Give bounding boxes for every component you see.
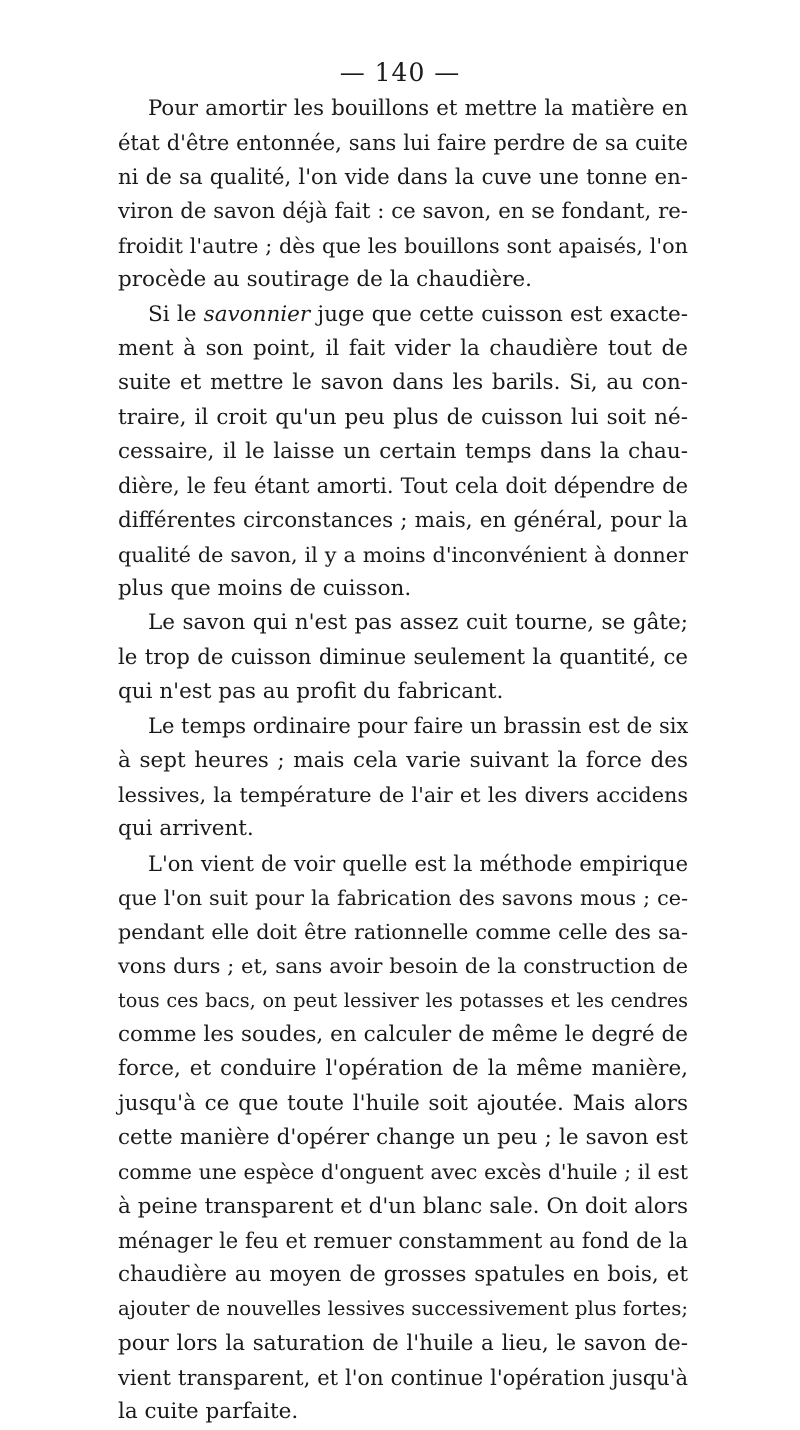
line-text: pour lors la saturation de l'huile a lieu, le savon de- <box>118 1330 688 1356</box>
text-line <box>118 195 688 229</box>
line-text: chaudière au moyen de grosses spatules en bois, et <box>118 1262 688 1288</box>
line-text: lessives, la température de l'air et les divers accidens <box>118 782 688 807</box>
text-line <box>118 949 688 983</box>
text-line <box>118 1121 688 1155</box>
line-text: pendant elle doit être rationnelle comme celle des sa- <box>118 920 688 945</box>
body-text <box>118 92 688 1430</box>
line-text: que l'on suit pour la fabrication des savons mous ; ce- <box>118 885 688 910</box>
line-text: qui n'est pas au profit du fabricant. <box>118 679 504 705</box>
text-line <box>118 606 688 640</box>
line-text: procède au soutirage de la chaudière. <box>118 267 532 293</box>
text-line <box>118 641 688 675</box>
line-text: ment à son point, il fait vider la chaudière tout de <box>118 336 688 362</box>
line-text: cessaire, il le laisse un certain temps dans la chau- <box>118 438 688 464</box>
text-line <box>118 1395 688 1429</box>
line-text: L'on vient de voir quelle est la méthode empirique <box>148 851 688 876</box>
text-line <box>118 504 688 538</box>
text-line <box>118 1087 688 1121</box>
line-text: Le temps ordinaire pour faire un brassin est de six <box>148 714 689 739</box>
line-text: à peine transparent et d'un blanc sale. On doit alors <box>118 1193 688 1219</box>
line-text: Le savon qui n'est pas assez cuit tourne, se gâte; <box>148 610 688 636</box>
text-line <box>118 709 688 743</box>
line-text: ajouter de nouvelles lessives successivement plus fortes; <box>118 1297 688 1321</box>
text-line <box>118 847 688 881</box>
text-line <box>118 435 688 469</box>
line-text: comme une espèce d'onguent avec excès d'huile ; il est <box>118 1160 688 1185</box>
text-line <box>118 1361 688 1395</box>
line-text: la cuite parfaite. <box>118 1399 299 1425</box>
text-line <box>118 1018 688 1052</box>
line-text: traire, il croit qu'un peu plus de cuisson lui soit né- <box>118 404 688 430</box>
line-text: tous ces bacs, on peut lessiver les potasses et les cendres <box>118 988 688 1012</box>
text-line <box>118 778 688 812</box>
text-line <box>118 161 688 195</box>
text-line <box>118 366 688 400</box>
line-text: cette manière d'opérer change un peu ; le savon est <box>118 1124 688 1150</box>
line-text: suite et mettre le savon dans les barils. Si, au con- <box>118 370 688 396</box>
line-text: Pour amortir les bouillons et mettre la matière en <box>148 96 688 121</box>
line-text: comme les soudes, en calculer de même le degré de <box>118 1022 688 1048</box>
line-text: ni de sa qualité, l'on vide dans la cuve une tonne en- <box>118 164 688 190</box>
text-line <box>118 1052 688 1086</box>
text-line <box>118 984 688 1018</box>
line-text: Si le <box>148 301 204 327</box>
text-line <box>118 469 688 503</box>
line-text: différentes circonstances ; mais, en général, pour la <box>118 507 688 533</box>
text-line <box>118 298 688 332</box>
page-number: — 140 — <box>339 58 461 87</box>
text-line <box>118 881 688 915</box>
text-line <box>118 915 688 949</box>
line-text: qualité de savon, il y a moins d'inconvénient à donner <box>118 542 688 567</box>
text-line <box>118 401 688 435</box>
text-line <box>118 675 688 709</box>
text-line <box>118 92 688 126</box>
line-text: jusqu'à ce que toute l'huile soit ajoutée. Mais alors <box>118 1090 688 1116</box>
text-line <box>118 1190 688 1224</box>
text-line <box>118 1155 688 1189</box>
line-text: à sept heures ; mais cela varie suivant la force des <box>118 747 688 773</box>
text-line <box>118 812 688 846</box>
text-line <box>118 744 688 778</box>
text-line <box>118 1224 688 1258</box>
text-line <box>118 1327 688 1361</box>
emphasized-word: savonnier <box>203 301 311 327</box>
line-text: qui arrivent. <box>118 816 254 842</box>
text-line <box>118 1292 688 1326</box>
text-line <box>118 126 688 160</box>
text-line <box>118 332 688 366</box>
line-text: le trop de cuisson diminue seulement la quantité, ce <box>118 644 688 670</box>
line-text: vons durs ; et, sans avoir besoin de la construction de <box>118 954 688 979</box>
line-text: ménager le feu et remuer constamment au fond de la <box>118 1228 688 1253</box>
line-text: juge que cette cuisson est exacte- <box>310 301 689 327</box>
line-text: plus que moins de cuisson. <box>118 576 412 602</box>
line-text: viron de savon déjà fait : ce savon, en se fondant, re- <box>118 198 688 224</box>
line-text: vient transparent, et l'on continue l'opération jusqu'à <box>118 1365 688 1390</box>
text-line <box>118 263 688 297</box>
text-line <box>118 538 688 572</box>
line-text: force, et conduire l'opération de la même manière, <box>118 1056 688 1082</box>
text-line <box>118 1258 688 1292</box>
line-text: état d'être entonnée, sans lui faire perdre de sa cuite <box>118 131 688 156</box>
text-line <box>118 572 688 606</box>
text-line <box>118 229 688 263</box>
line-text: froidit l'autre ; dès que les bouillons sont apaisés, l'on <box>118 234 688 259</box>
line-text: dière, le feu étant amorti. Tout cela doit dépendre de <box>118 474 688 499</box>
